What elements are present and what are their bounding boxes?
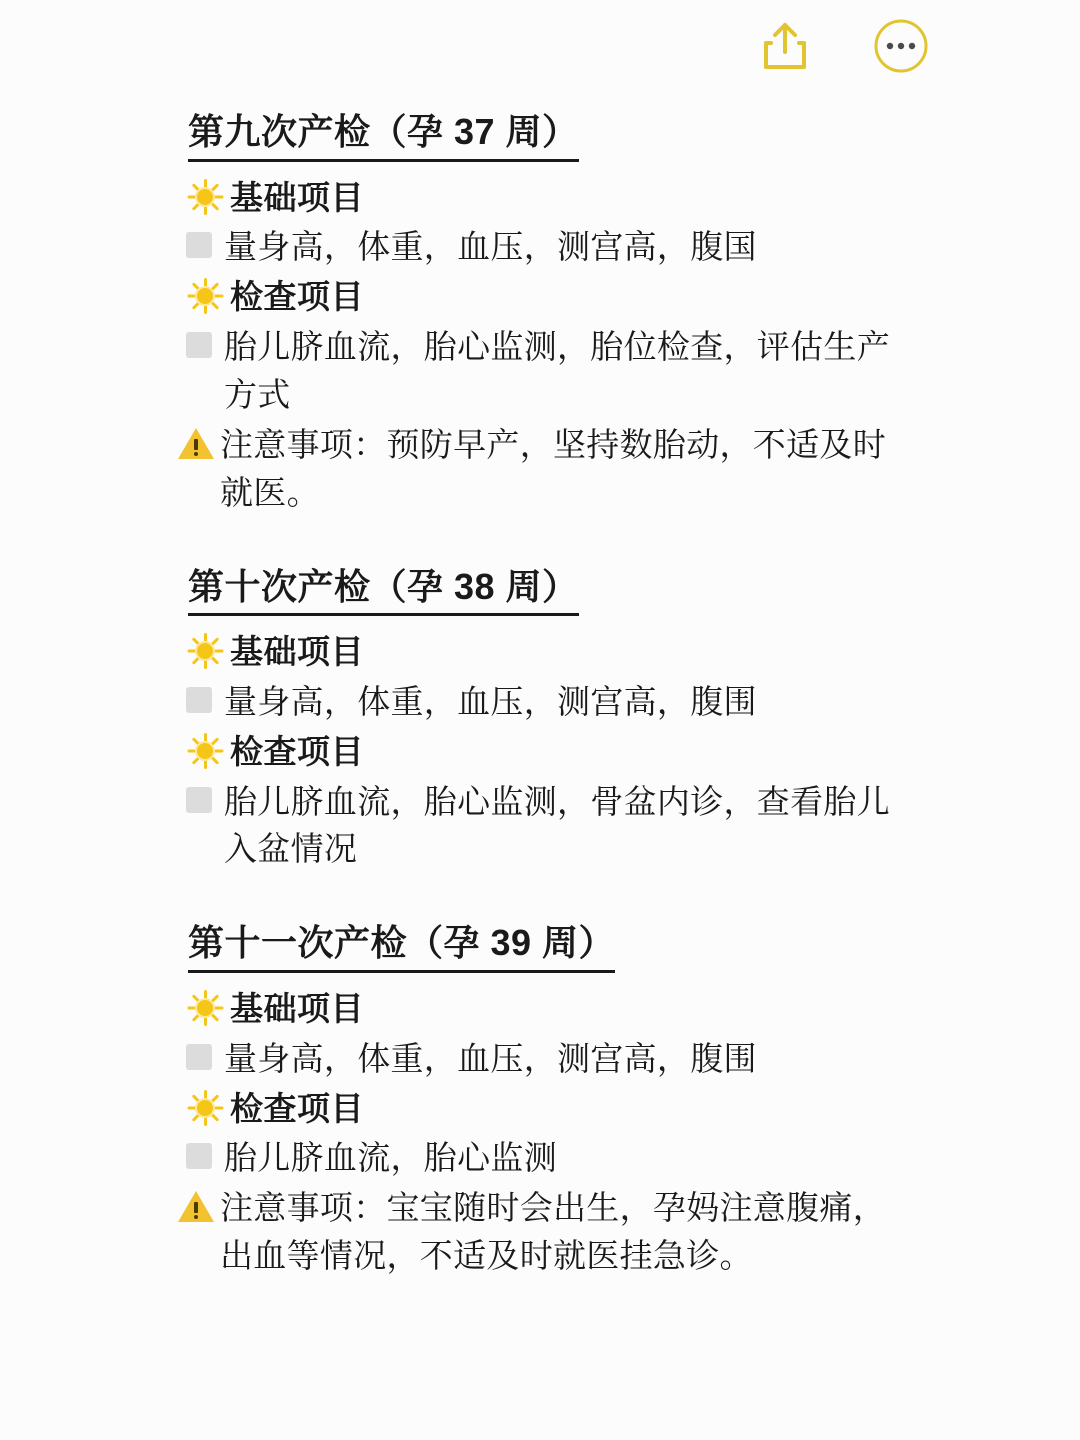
- exam-heading-row: [188, 1085, 908, 1133]
- sun-icon: [188, 273, 230, 313]
- exam-items-label: 检查项目: [230, 278, 364, 316]
- note-text: 注意事项：宝宝随时会出生，孕妈注意腹痛，出血等情况，不适及时就医挂急诊。: [220, 1189, 886, 1275]
- sun-icon: [188, 728, 230, 768]
- exam-items-row: [178, 778, 908, 874]
- basic-heading-row: [188, 174, 908, 222]
- warning-icon: [178, 1184, 220, 1223]
- top-toolbar: [0, 0, 1080, 92]
- warning-icon: [178, 421, 220, 460]
- basic-items-row: [178, 223, 908, 271]
- basic-items-text: 量身高，体重，血压，测宫高，腹围: [224, 1039, 757, 1077]
- note-row: [178, 421, 908, 517]
- basic-heading-row: [188, 628, 908, 676]
- exam-items-row: [178, 323, 908, 419]
- exam-items-label: 检查项目: [230, 1089, 364, 1127]
- exam-items-text: 胎儿脐血流，胎心监测，胎位检查，评估生产方式: [224, 328, 890, 413]
- basic-heading-row: [188, 985, 908, 1033]
- section-visit-9: [178, 108, 908, 517]
- note-row: [178, 1184, 908, 1280]
- exam-items-label: 检查项目: [230, 732, 364, 770]
- basic-items-label: 基础项目: [230, 633, 364, 671]
- sun-icon: [188, 174, 230, 214]
- section-title: 第十次产检（孕 38 周）: [188, 563, 579, 617]
- square-bullet-icon: [178, 778, 220, 813]
- exam-heading-row: [188, 273, 908, 321]
- more-options-button[interactable]: [872, 17, 930, 75]
- square-bullet-icon: [178, 1035, 220, 1070]
- section-visit-11: [178, 919, 908, 1280]
- section-title: 第九次产检（孕 37 周）: [188, 108, 579, 162]
- section-visit-10: [178, 563, 908, 874]
- sun-icon: [188, 628, 230, 668]
- sun-icon: [188, 1085, 230, 1125]
- note-text: 注意事项：预防早产，坚持数胎动，不适及时就医。: [220, 425, 886, 511]
- basic-items-row: [178, 1035, 908, 1083]
- sun-icon: [188, 985, 230, 1025]
- square-bullet-icon: [178, 1134, 220, 1169]
- basic-items-row: [178, 678, 908, 726]
- more-icon: [873, 18, 929, 74]
- square-bullet-icon: [178, 223, 220, 258]
- share-icon: [762, 21, 808, 71]
- note-content: [178, 108, 908, 1282]
- basic-items-text: 量身高，体重，血压，测宫高，腹国: [224, 228, 757, 266]
- share-button[interactable]: [756, 17, 814, 75]
- square-bullet-icon: [178, 323, 220, 358]
- section-title: 第十一次产检（孕 39 周）: [188, 919, 615, 973]
- basic-items-label: 基础项目: [230, 178, 364, 216]
- square-bullet-icon: [178, 678, 220, 713]
- exam-items-text: 胎儿脐血流，胎心监测: [224, 1139, 557, 1177]
- exam-items-row: [178, 1134, 908, 1182]
- basic-items-text: 量身高，体重，血压，测宫高，腹围: [224, 682, 757, 720]
- exam-items-text: 胎儿脐血流，胎心监测，骨盆内诊，查看胎儿入盆情况: [224, 782, 890, 868]
- basic-items-label: 基础项目: [230, 989, 364, 1027]
- exam-heading-row: [188, 728, 908, 776]
